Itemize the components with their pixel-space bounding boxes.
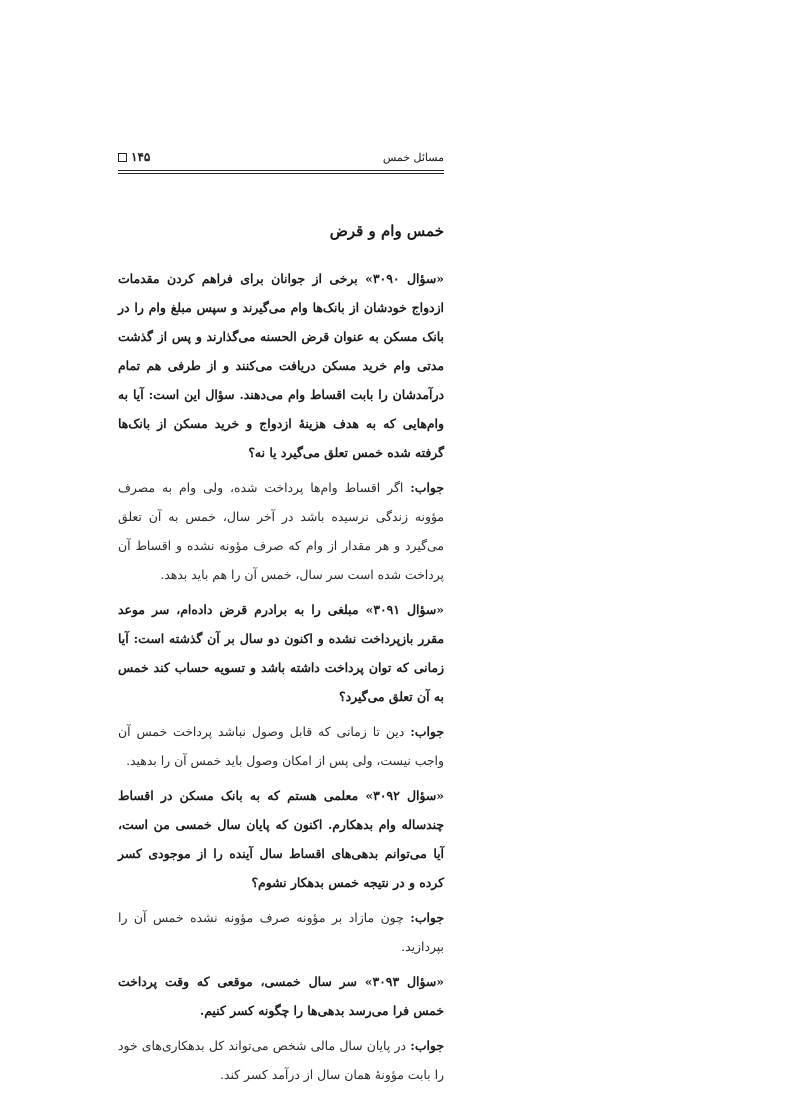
answer-block xyxy=(118,473,444,589)
header-divider xyxy=(118,173,444,174)
answer-text: دین تا زمانی که قابل وصول نباشد پرداخت خمس آن واجب نیست، ولی پس از امکان وصول باید خمس آن را بدهید. xyxy=(118,724,444,768)
answer-label: جواب: xyxy=(410,480,444,495)
page-number: ۱۴۵ xyxy=(131,150,151,164)
answer-label: جواب: xyxy=(410,724,444,739)
answer-text: اگر اقساط وام‌ها پرداخت شده، ولی وام به مصرف مؤونه زندگی نرسیده باشد در آخر سال، خمس به آن تعلق می‌گیرد و هر مقدار از وام که صرف مؤونه نشده و اقساط آن پرداخت شده است سر سال، خمس آن را هم باید بدهد. xyxy=(118,480,444,582)
page-header xyxy=(118,150,444,171)
question-text: «سؤال ۳۰۹۱» مبلغی را به برادرم قرض داده‌ام، سر موعد مقرر بازپرداخت نشده و اکنون دو سال بر آن گذشته است: آیا زمانی که توان پرداخت داشته باشد و تسویه حساب کند خمس به آن تعلق می‌گیرد؟ xyxy=(118,602,444,704)
qa-item xyxy=(118,781,444,961)
qa-item xyxy=(118,264,444,589)
question-text: «سؤال ۳۰۹۳» سر سال خمسی، موقعی که وقت پرداخت خمس فرا می‌رسد بدهی‌ها را چگونه کسر کنیم. xyxy=(118,974,444,1018)
section-title: خمس وام و قرض xyxy=(329,222,444,240)
qa-item xyxy=(118,967,444,1089)
answer-block xyxy=(118,903,444,961)
square-box-icon xyxy=(118,153,127,162)
answer-label: جواب: xyxy=(410,910,444,925)
answer-text: در پایان سال مالی شخص می‌تواند کل بدهکاری‌های خود را بابت مؤونهٔ همان سال از درآمد کسر کند. xyxy=(118,1038,444,1082)
answer-block xyxy=(118,1031,444,1089)
question-text: «سؤال ۳۰۹۰» برخی از جوانان برای فراهم کردن مقدمات ازدواج خودشان از بانک‌ها وام می‌گیرند و سپس مبلغ وام را در بانک مسکن به عنوان قرض الحسنه می‌گذارند و پس از گذشت مدتی وام خرید مسکن دریافت می‌کنند و از طرفی هم تمام درآمدشان را بابت اقساط وام می‌دهند. سؤال این است: آیا به وام‌هایی که به هدف هزینهٔ ازدواج و خرید مسکن از بانک‌ها گرفته شده خمس تعلق می‌گیرد یا نه؟ xyxy=(118,271,444,460)
book-title: مسائل خمس xyxy=(382,151,444,164)
qa-item xyxy=(118,595,444,775)
answer-block xyxy=(118,717,444,775)
question-text: «سؤال ۳۰۹۲» معلمی هستم که به بانک مسکن در اقساط چندساله وام بدهکارم. اکنون که پایان سال خمسی من است، آیا می‌توانم بدهی‌های اقساط سال آینده را از موجودی کسر کرده و در نتیجه خمس بدهکار نشوم؟ xyxy=(118,788,444,890)
page-number-group xyxy=(118,150,150,164)
book-page xyxy=(118,150,444,1095)
answer-label: جواب: xyxy=(410,1038,444,1053)
answer-text: چون مازاد بر مؤونه صرف مؤونه نشده خمس آن را بپردازید. xyxy=(118,910,444,954)
